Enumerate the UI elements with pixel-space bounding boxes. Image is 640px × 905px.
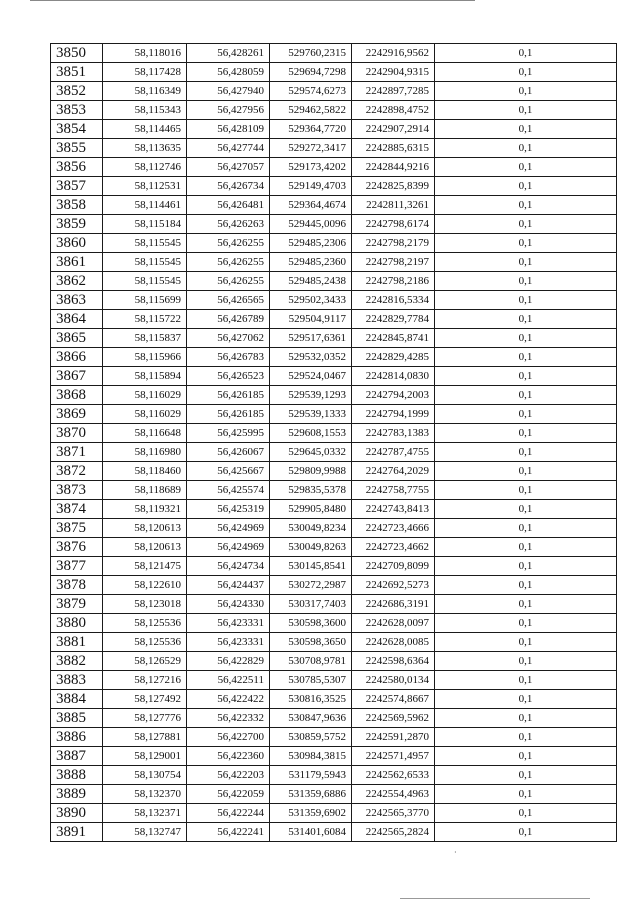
longitude-cell: 56,428109 (187, 120, 270, 139)
point-number-cell: 3874 (51, 500, 103, 519)
table-row (51, 481, 617, 500)
latitude-cell: 58,126529 (103, 652, 187, 671)
x-coordinate-cell: 529760,2315 (270, 44, 352, 63)
latitude-cell: 58,118016 (103, 44, 187, 63)
y-coordinate-cell: 2242845,8741 (352, 329, 435, 348)
x-coordinate-cell: 529485,2306 (270, 234, 352, 253)
latitude-cell: 58,122610 (103, 576, 187, 595)
point-number-cell: 3882 (51, 652, 103, 671)
y-coordinate-cell: 2242709,8099 (352, 557, 435, 576)
point-number-cell: 3859 (51, 215, 103, 234)
longitude-cell: 56,426263 (187, 215, 270, 234)
x-coordinate-cell: 530317,7403 (270, 595, 352, 614)
accuracy-cell: 0,1 (435, 557, 617, 576)
point-number-cell: 3862 (51, 272, 103, 291)
accuracy-cell: 0,1 (435, 709, 617, 728)
latitude-cell: 58,116349 (103, 82, 187, 101)
accuracy-cell: 0,1 (435, 481, 617, 500)
y-coordinate-cell: 2242743,8413 (352, 500, 435, 519)
y-coordinate-cell: 2242798,6174 (352, 215, 435, 234)
x-coordinate-cell: 529502,3433 (270, 291, 352, 310)
longitude-cell: 56,422241 (187, 823, 270, 842)
longitude-cell: 56,427062 (187, 329, 270, 348)
longitude-cell: 56,422332 (187, 709, 270, 728)
table-row (51, 158, 617, 177)
longitude-cell: 56,426783 (187, 348, 270, 367)
accuracy-cell: 0,1 (435, 747, 617, 766)
x-coordinate-cell: 529645,0332 (270, 443, 352, 462)
latitude-cell: 58,112746 (103, 158, 187, 177)
y-coordinate-cell: 2242723,4666 (352, 519, 435, 538)
table-row (51, 177, 617, 196)
accuracy-cell: 0,1 (435, 500, 617, 519)
x-coordinate-cell: 531359,6886 (270, 785, 352, 804)
table-body (51, 44, 617, 842)
accuracy-cell: 0,1 (435, 405, 617, 424)
y-coordinate-cell: 2242798,2179 (352, 234, 435, 253)
point-number-cell: 3871 (51, 443, 103, 462)
accuracy-cell: 0,1 (435, 158, 617, 177)
accuracy-cell: 0,1 (435, 576, 617, 595)
y-coordinate-cell: 2242816,5334 (352, 291, 435, 310)
x-coordinate-cell: 530049,8234 (270, 519, 352, 538)
y-coordinate-cell: 2242565,3770 (352, 804, 435, 823)
longitude-cell: 56,427956 (187, 101, 270, 120)
point-number-cell: 3861 (51, 253, 103, 272)
longitude-cell: 56,422422 (187, 690, 270, 709)
point-number-cell: 3850 (51, 44, 103, 63)
longitude-cell: 56,424437 (187, 576, 270, 595)
accuracy-cell: 0,1 (435, 234, 617, 253)
latitude-cell: 58,118460 (103, 462, 187, 481)
longitude-cell: 56,427940 (187, 82, 270, 101)
y-coordinate-cell: 2242591,2870 (352, 728, 435, 747)
table-row (51, 139, 617, 158)
longitude-cell: 56,426789 (187, 310, 270, 329)
point-number-cell: 3870 (51, 424, 103, 443)
latitude-cell: 58,132747 (103, 823, 187, 842)
longitude-cell: 56,428261 (187, 44, 270, 63)
latitude-cell: 58,120613 (103, 519, 187, 538)
point-number-cell: 3881 (51, 633, 103, 652)
accuracy-cell: 0,1 (435, 272, 617, 291)
accuracy-cell: 0,1 (435, 614, 617, 633)
x-coordinate-cell: 529809,9988 (270, 462, 352, 481)
x-coordinate-cell: 530816,3525 (270, 690, 352, 709)
table-row (51, 557, 617, 576)
table-row (51, 785, 617, 804)
y-coordinate-cell: 2242758,7755 (352, 481, 435, 500)
x-coordinate-cell: 529694,7298 (270, 63, 352, 82)
accuracy-cell: 0,1 (435, 633, 617, 652)
table-row (51, 538, 617, 557)
y-coordinate-cell: 2242916,9562 (352, 44, 435, 63)
longitude-cell: 56,426734 (187, 177, 270, 196)
x-coordinate-cell: 529173,4202 (270, 158, 352, 177)
latitude-cell: 58,118689 (103, 481, 187, 500)
latitude-cell: 58,116029 (103, 405, 187, 424)
table-row (51, 405, 617, 424)
accuracy-cell: 0,1 (435, 196, 617, 215)
accuracy-cell: 0,1 (435, 424, 617, 443)
y-coordinate-cell: 2242628,0097 (352, 614, 435, 633)
point-number-cell: 3878 (51, 576, 103, 595)
longitude-cell: 56,422700 (187, 728, 270, 747)
longitude-cell: 56,424969 (187, 519, 270, 538)
x-coordinate-cell: 530708,9781 (270, 652, 352, 671)
y-coordinate-cell: 2242904,9315 (352, 63, 435, 82)
point-number-cell: 3883 (51, 671, 103, 690)
x-coordinate-cell: 529532,0352 (270, 348, 352, 367)
latitude-cell: 58,120613 (103, 538, 187, 557)
table-row (51, 348, 617, 367)
latitude-cell: 58,115184 (103, 215, 187, 234)
x-coordinate-cell: 529149,4703 (270, 177, 352, 196)
point-number-cell: 3868 (51, 386, 103, 405)
accuracy-cell: 0,1 (435, 177, 617, 196)
x-coordinate-cell: 530145,8541 (270, 557, 352, 576)
point-number-cell: 3885 (51, 709, 103, 728)
y-coordinate-cell: 2242794,2003 (352, 386, 435, 405)
x-coordinate-cell: 529905,8480 (270, 500, 352, 519)
y-coordinate-cell: 2242565,2824 (352, 823, 435, 842)
longitude-cell: 56,426067 (187, 443, 270, 462)
point-number-cell: 3866 (51, 348, 103, 367)
longitude-cell: 56,422203 (187, 766, 270, 785)
longitude-cell: 56,425574 (187, 481, 270, 500)
table-row (51, 215, 617, 234)
longitude-cell: 56,426185 (187, 386, 270, 405)
y-coordinate-cell: 2242897,7285 (352, 82, 435, 101)
table-row (51, 367, 617, 386)
latitude-cell: 58,127492 (103, 690, 187, 709)
longitude-cell: 56,426255 (187, 253, 270, 272)
latitude-cell: 58,115545 (103, 253, 187, 272)
point-number-cell: 3877 (51, 557, 103, 576)
scan-speck: · (454, 848, 457, 857)
point-number-cell: 3879 (51, 595, 103, 614)
table-row (51, 633, 617, 652)
x-coordinate-cell: 529485,2360 (270, 253, 352, 272)
latitude-cell: 58,117428 (103, 63, 187, 82)
point-number-cell: 3860 (51, 234, 103, 253)
y-coordinate-cell: 2242787,4755 (352, 443, 435, 462)
y-coordinate-cell: 2242686,3191 (352, 595, 435, 614)
latitude-cell: 58,116980 (103, 443, 187, 462)
latitude-cell: 58,116648 (103, 424, 187, 443)
table-row (51, 614, 617, 633)
table-row (51, 44, 617, 63)
longitude-cell: 56,426255 (187, 272, 270, 291)
top-rule (30, 0, 475, 1)
accuracy-cell: 0,1 (435, 253, 617, 272)
x-coordinate-cell: 530785,5307 (270, 671, 352, 690)
latitude-cell: 58,119321 (103, 500, 187, 519)
x-coordinate-cell: 529504,9117 (270, 310, 352, 329)
latitude-cell: 58,112531 (103, 177, 187, 196)
table-row (51, 196, 617, 215)
latitude-cell: 58,115966 (103, 348, 187, 367)
latitude-cell: 58,132370 (103, 785, 187, 804)
point-number-cell: 3855 (51, 139, 103, 158)
y-coordinate-cell: 2242798,2186 (352, 272, 435, 291)
y-coordinate-cell: 2242898,4752 (352, 101, 435, 120)
y-coordinate-cell: 2242829,7784 (352, 310, 435, 329)
accuracy-cell: 0,1 (435, 728, 617, 747)
y-coordinate-cell: 2242598,6364 (352, 652, 435, 671)
point-number-cell: 3858 (51, 196, 103, 215)
x-coordinate-cell: 529272,3417 (270, 139, 352, 158)
x-coordinate-cell: 529364,4674 (270, 196, 352, 215)
latitude-cell: 58,115837 (103, 329, 187, 348)
x-coordinate-cell: 529517,6361 (270, 329, 352, 348)
accuracy-cell: 0,1 (435, 823, 617, 842)
table-row (51, 766, 617, 785)
latitude-cell: 58,115722 (103, 310, 187, 329)
accuracy-cell: 0,1 (435, 101, 617, 120)
longitude-cell: 56,422360 (187, 747, 270, 766)
x-coordinate-cell: 529608,1553 (270, 424, 352, 443)
y-coordinate-cell: 2242571,4957 (352, 747, 435, 766)
x-coordinate-cell: 530598,3650 (270, 633, 352, 652)
x-coordinate-cell: 529574,6273 (270, 82, 352, 101)
point-number-cell: 3891 (51, 823, 103, 842)
y-coordinate-cell: 2242885,6315 (352, 139, 435, 158)
y-coordinate-cell: 2242764,2029 (352, 462, 435, 481)
table-row (51, 120, 617, 139)
table-row (51, 595, 617, 614)
table-row (51, 804, 617, 823)
table-row (51, 310, 617, 329)
accuracy-cell: 0,1 (435, 82, 617, 101)
latitude-cell: 58,114461 (103, 196, 187, 215)
accuracy-cell: 0,1 (435, 139, 617, 158)
longitude-cell: 56,422244 (187, 804, 270, 823)
y-coordinate-cell: 2242562,6533 (352, 766, 435, 785)
latitude-cell: 58,130754 (103, 766, 187, 785)
longitude-cell: 56,424330 (187, 595, 270, 614)
table-row (51, 652, 617, 671)
table-row (51, 443, 617, 462)
latitude-cell: 58,121475 (103, 557, 187, 576)
x-coordinate-cell: 530598,3600 (270, 614, 352, 633)
latitude-cell: 58,116029 (103, 386, 187, 405)
table-row (51, 329, 617, 348)
accuracy-cell: 0,1 (435, 63, 617, 82)
accuracy-cell: 0,1 (435, 785, 617, 804)
x-coordinate-cell: 530272,2987 (270, 576, 352, 595)
table-row (51, 690, 617, 709)
longitude-cell: 56,428059 (187, 63, 270, 82)
y-coordinate-cell: 2242723,4662 (352, 538, 435, 557)
point-number-cell: 3854 (51, 120, 103, 139)
longitude-cell: 56,426185 (187, 405, 270, 424)
latitude-cell: 58,114465 (103, 120, 187, 139)
x-coordinate-cell: 530859,5752 (270, 728, 352, 747)
x-coordinate-cell: 529364,7720 (270, 120, 352, 139)
x-coordinate-cell: 531179,5943 (270, 766, 352, 785)
point-number-cell: 3853 (51, 101, 103, 120)
latitude-cell: 58,115699 (103, 291, 187, 310)
longitude-cell: 56,425319 (187, 500, 270, 519)
y-coordinate-cell: 2242692,5273 (352, 576, 435, 595)
table-row (51, 82, 617, 101)
point-number-cell: 3880 (51, 614, 103, 633)
y-coordinate-cell: 2242569,5962 (352, 709, 435, 728)
point-number-cell: 3857 (51, 177, 103, 196)
table-row (51, 291, 617, 310)
longitude-cell: 56,423331 (187, 633, 270, 652)
accuracy-cell: 0,1 (435, 690, 617, 709)
longitude-cell: 56,426523 (187, 367, 270, 386)
longitude-cell: 56,426481 (187, 196, 270, 215)
x-coordinate-cell: 529445,0096 (270, 215, 352, 234)
longitude-cell: 56,424734 (187, 557, 270, 576)
x-coordinate-cell: 529539,1293 (270, 386, 352, 405)
table-row (51, 728, 617, 747)
table-row (51, 823, 617, 842)
latitude-cell: 58,125536 (103, 633, 187, 652)
accuracy-cell: 0,1 (435, 367, 617, 386)
point-number-cell: 3856 (51, 158, 103, 177)
y-coordinate-cell: 2242554,4963 (352, 785, 435, 804)
latitude-cell: 58,123018 (103, 595, 187, 614)
table-row (51, 709, 617, 728)
point-number-cell: 3872 (51, 462, 103, 481)
point-number-cell: 3876 (51, 538, 103, 557)
table-row (51, 519, 617, 538)
table-row (51, 576, 617, 595)
latitude-cell: 58,115343 (103, 101, 187, 120)
longitude-cell: 56,426565 (187, 291, 270, 310)
accuracy-cell: 0,1 (435, 386, 617, 405)
y-coordinate-cell: 2242580,0134 (352, 671, 435, 690)
x-coordinate-cell: 530984,3815 (270, 747, 352, 766)
longitude-cell: 56,425995 (187, 424, 270, 443)
point-number-cell: 3865 (51, 329, 103, 348)
accuracy-cell: 0,1 (435, 215, 617, 234)
table-row (51, 101, 617, 120)
point-number-cell: 3869 (51, 405, 103, 424)
table-row (51, 63, 617, 82)
point-number-cell: 3867 (51, 367, 103, 386)
table-row (51, 272, 617, 291)
longitude-cell: 56,422829 (187, 652, 270, 671)
longitude-cell: 56,426255 (187, 234, 270, 253)
latitude-cell: 58,125536 (103, 614, 187, 633)
table-row (51, 462, 617, 481)
latitude-cell: 58,127776 (103, 709, 187, 728)
table-row (51, 386, 617, 405)
longitude-cell: 56,427744 (187, 139, 270, 158)
x-coordinate-cell: 529462,5822 (270, 101, 352, 120)
latitude-cell: 58,132371 (103, 804, 187, 823)
y-coordinate-cell: 2242794,1999 (352, 405, 435, 424)
accuracy-cell: 0,1 (435, 595, 617, 614)
latitude-cell: 58,127881 (103, 728, 187, 747)
point-number-cell: 3851 (51, 63, 103, 82)
table-row (51, 500, 617, 519)
y-coordinate-cell: 2242814,0830 (352, 367, 435, 386)
x-coordinate-cell: 530049,8263 (270, 538, 352, 557)
bottom-rule (400, 898, 590, 899)
x-coordinate-cell: 531359,6902 (270, 804, 352, 823)
accuracy-cell: 0,1 (435, 120, 617, 139)
table-row (51, 671, 617, 690)
accuracy-cell: 0,1 (435, 519, 617, 538)
table-row (51, 253, 617, 272)
point-number-cell: 3864 (51, 310, 103, 329)
x-coordinate-cell: 531401,6084 (270, 823, 352, 842)
coordinates-table (50, 43, 617, 842)
x-coordinate-cell: 529524,0467 (270, 367, 352, 386)
latitude-cell: 58,129001 (103, 747, 187, 766)
y-coordinate-cell: 2242844,9216 (352, 158, 435, 177)
point-number-cell: 3884 (51, 690, 103, 709)
accuracy-cell: 0,1 (435, 443, 617, 462)
accuracy-cell: 0,1 (435, 652, 617, 671)
y-coordinate-cell: 2242628,0085 (352, 633, 435, 652)
y-coordinate-cell: 2242811,3261 (352, 196, 435, 215)
accuracy-cell: 0,1 (435, 44, 617, 63)
longitude-cell: 56,422059 (187, 785, 270, 804)
longitude-cell: 56,422511 (187, 671, 270, 690)
latitude-cell: 58,115894 (103, 367, 187, 386)
point-number-cell: 3873 (51, 481, 103, 500)
y-coordinate-cell: 2242829,4285 (352, 348, 435, 367)
latitude-cell: 58,115545 (103, 272, 187, 291)
point-number-cell: 3888 (51, 766, 103, 785)
accuracy-cell: 0,1 (435, 766, 617, 785)
table-row (51, 234, 617, 253)
y-coordinate-cell: 2242907,2914 (352, 120, 435, 139)
point-number-cell: 3890 (51, 804, 103, 823)
accuracy-cell: 0,1 (435, 538, 617, 557)
point-number-cell: 3889 (51, 785, 103, 804)
longitude-cell: 56,423331 (187, 614, 270, 633)
y-coordinate-cell: 2242825,8399 (352, 177, 435, 196)
longitude-cell: 56,425667 (187, 462, 270, 481)
accuracy-cell: 0,1 (435, 462, 617, 481)
accuracy-cell: 0,1 (435, 348, 617, 367)
point-number-cell: 3887 (51, 747, 103, 766)
y-coordinate-cell: 2242783,1383 (352, 424, 435, 443)
accuracy-cell: 0,1 (435, 671, 617, 690)
x-coordinate-cell: 530847,9636 (270, 709, 352, 728)
point-number-cell: 3852 (51, 82, 103, 101)
latitude-cell: 58,113635 (103, 139, 187, 158)
table-row (51, 747, 617, 766)
accuracy-cell: 0,1 (435, 291, 617, 310)
point-number-cell: 3886 (51, 728, 103, 747)
longitude-cell: 56,424969 (187, 538, 270, 557)
point-number-cell: 3875 (51, 519, 103, 538)
accuracy-cell: 0,1 (435, 310, 617, 329)
x-coordinate-cell: 529835,5378 (270, 481, 352, 500)
table-row (51, 424, 617, 443)
latitude-cell: 58,127216 (103, 671, 187, 690)
accuracy-cell: 0,1 (435, 804, 617, 823)
longitude-cell: 56,427057 (187, 158, 270, 177)
x-coordinate-cell: 529539,1333 (270, 405, 352, 424)
y-coordinate-cell: 2242798,2197 (352, 253, 435, 272)
point-number-cell: 3863 (51, 291, 103, 310)
y-coordinate-cell: 2242574,8667 (352, 690, 435, 709)
latitude-cell: 58,115545 (103, 234, 187, 253)
x-coordinate-cell: 529485,2438 (270, 272, 352, 291)
accuracy-cell: 0,1 (435, 329, 617, 348)
